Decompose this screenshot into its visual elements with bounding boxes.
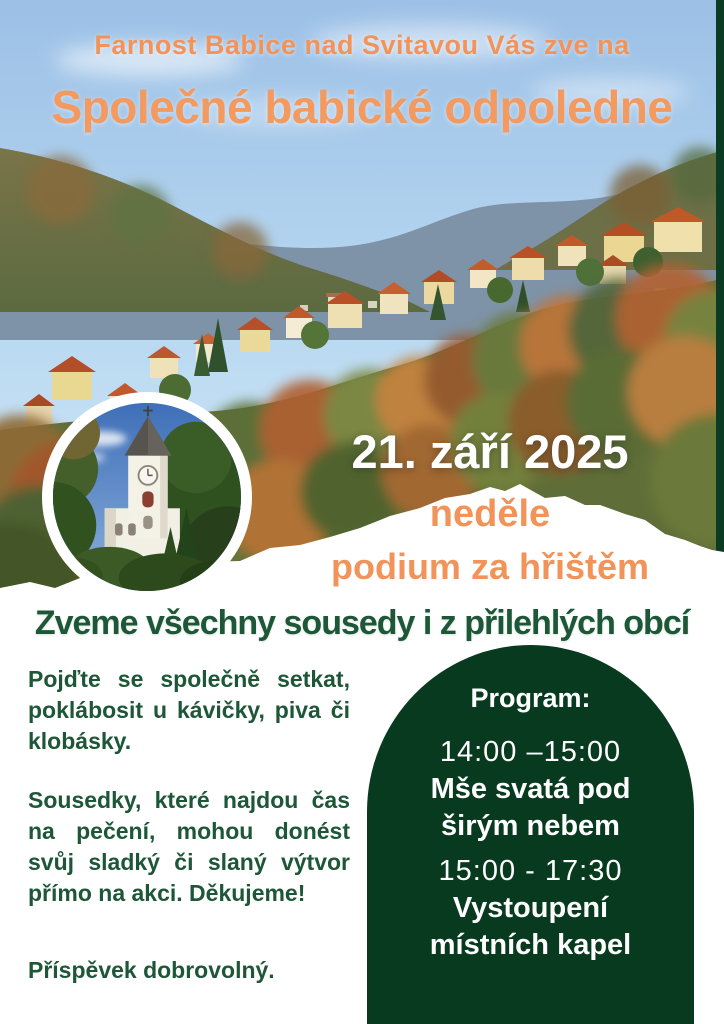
program-panel <box>367 645 694 1024</box>
invite-headline: Zveme všechny sousedy i z přilehlých obcí <box>34 604 690 642</box>
body-paragraph-donation: Příspěvek dobrovolný. <box>28 957 275 983</box>
poster-header-line: Farnost Babice nad Svitavou Vás zve na <box>94 30 630 60</box>
event-date-block <box>256 424 724 588</box>
body-text-column <box>28 664 350 1014</box>
program-item-1-time: 14:00 –15:00 <box>439 736 622 768</box>
event-date: 21. září 2025 <box>351 425 629 478</box>
body-paragraph-1: Pojďte se společně setkat, poklábosit u kávičky, piva či klobásky. <box>28 666 350 754</box>
program-item-2-time: 15:00 - 17:30 <box>438 855 623 887</box>
program-item-2-activity: Vystoupení místních kapel <box>429 892 632 961</box>
event-venue: podium za hřištěm <box>330 546 650 587</box>
church-photo <box>42 392 252 602</box>
body-paragraph-2: Sousedky, které najdou čas na pečení, mohou donést svůj sladký či slaný výtvor přímo na akci. Děkujeme! <box>28 787 350 906</box>
program-heading: Program: <box>470 683 591 713</box>
church-illustration <box>53 403 241 591</box>
poster-title: Společné babické odpoledne <box>51 81 673 133</box>
program-item-1-activity: Mše svatá pod širým nebem <box>430 773 631 842</box>
event-day: neděle <box>429 493 551 535</box>
